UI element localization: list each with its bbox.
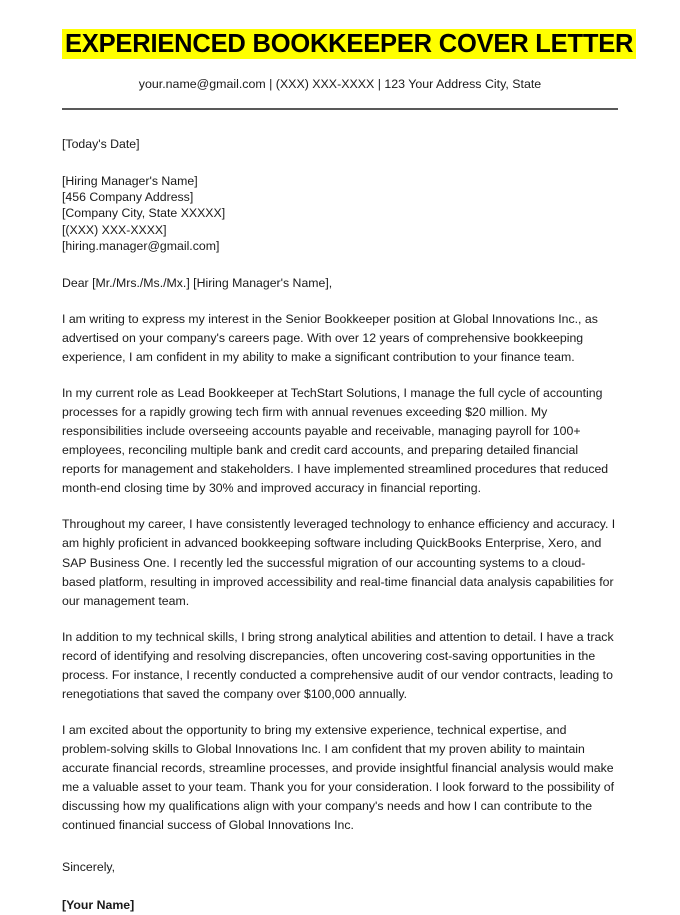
signature-name: [Your Name] <box>62 898 135 913</box>
recipient-city-state-zip: [Company City, State XXXXX] <box>62 206 226 221</box>
body-paragraph-3: Throughout my career, I have consistently leveraged technology to enhance efficiency and accuracy. I am highly proficient in advanced bookkeeping software including QuickBooks Enterprise, Xero, and SAP Business One. I recently led the successful migration of our accounting systems to a cloud-based platform, resulting in improved accessibility and real-time financial data analysis capabilities for our management team. <box>62 517 616 608</box>
body-paragraph-2: In my current role as Lead Bookkeeper at TechStart Solutions, I manage the full cycle of accounting processes for a rapidly growing tech firm with annual revenues exceeding $20 million. My responsibilities include overseeing accounts payable and receivable, managing payroll for 100+ employees, reconciling multiple bank and credit card accounts, and preparing detailed financial reports for management and stakeholders. I have implemented streamlined procedures that reduced month-end closing time by 30% and improved accuracy in financial reporting. <box>62 386 609 496</box>
recipient-email: [hiring.manager@gmail.com] <box>62 238 220 253</box>
body-paragraph-5: I am excited about the opportunity to bring my extensive experience, technical expertise, and problem-solving skills to Global Innovations Inc. I am confident that my proven ability to maintain accurate financial records, streamline processes, and provide insightful financial analysis would make me a valuable asset to your team. Thank you for your consideration. I look forward to the possibility of discussing how my qualifications align with your company's needs and how I can contribute to the continued financial success of Global Innovations Inc. <box>62 722 615 833</box>
body-paragraph-1: I am writing to express my interest in the Senior Bookkeeper position at Global Innovations Inc., as advertised on your company's careers page. With over 12 years of comprehensive bookkeeping experience, I am confident in my ability to make a significant contribution to your finance team. <box>62 312 598 365</box>
letter-header <box>62 0 634 110</box>
recipient-name: [Hiring Manager's Name] <box>62 173 198 188</box>
recipient-phone: [(XXX) XXX-XXXX] <box>62 222 167 237</box>
salutation: Dear [Mr./Mrs./Ms./Mx.] [Hiring Manager's Name], <box>62 275 333 290</box>
closing-line: Sincerely, <box>62 860 116 875</box>
page-title-highlight: EXPERIENCED BOOKKEEPER COVER LETTER <box>62 29 636 59</box>
page-title <box>62 26 634 62</box>
recipient-address-block <box>62 173 618 254</box>
recipient-street: [456 Company Address] <box>62 190 194 205</box>
applicant-contact-line: your.name@gmail.com | (XXX) XXX-XXXX | 123 Your Address City, State <box>138 77 542 92</box>
letter-body <box>62 110 618 915</box>
body-paragraph-4: In addition to my technical skills, I bring strong analytical abilities and attention to detail. I have a track record of identifying and resolving discrepancies, often uncovering cost-saving opportunities in the process. For instance, I recently conducted a comprehensive audit of our vendor contracts, leading to renegotiations that saved the company over $100,000 annually. <box>62 629 614 701</box>
date-line: [Today's Date] <box>62 136 140 151</box>
